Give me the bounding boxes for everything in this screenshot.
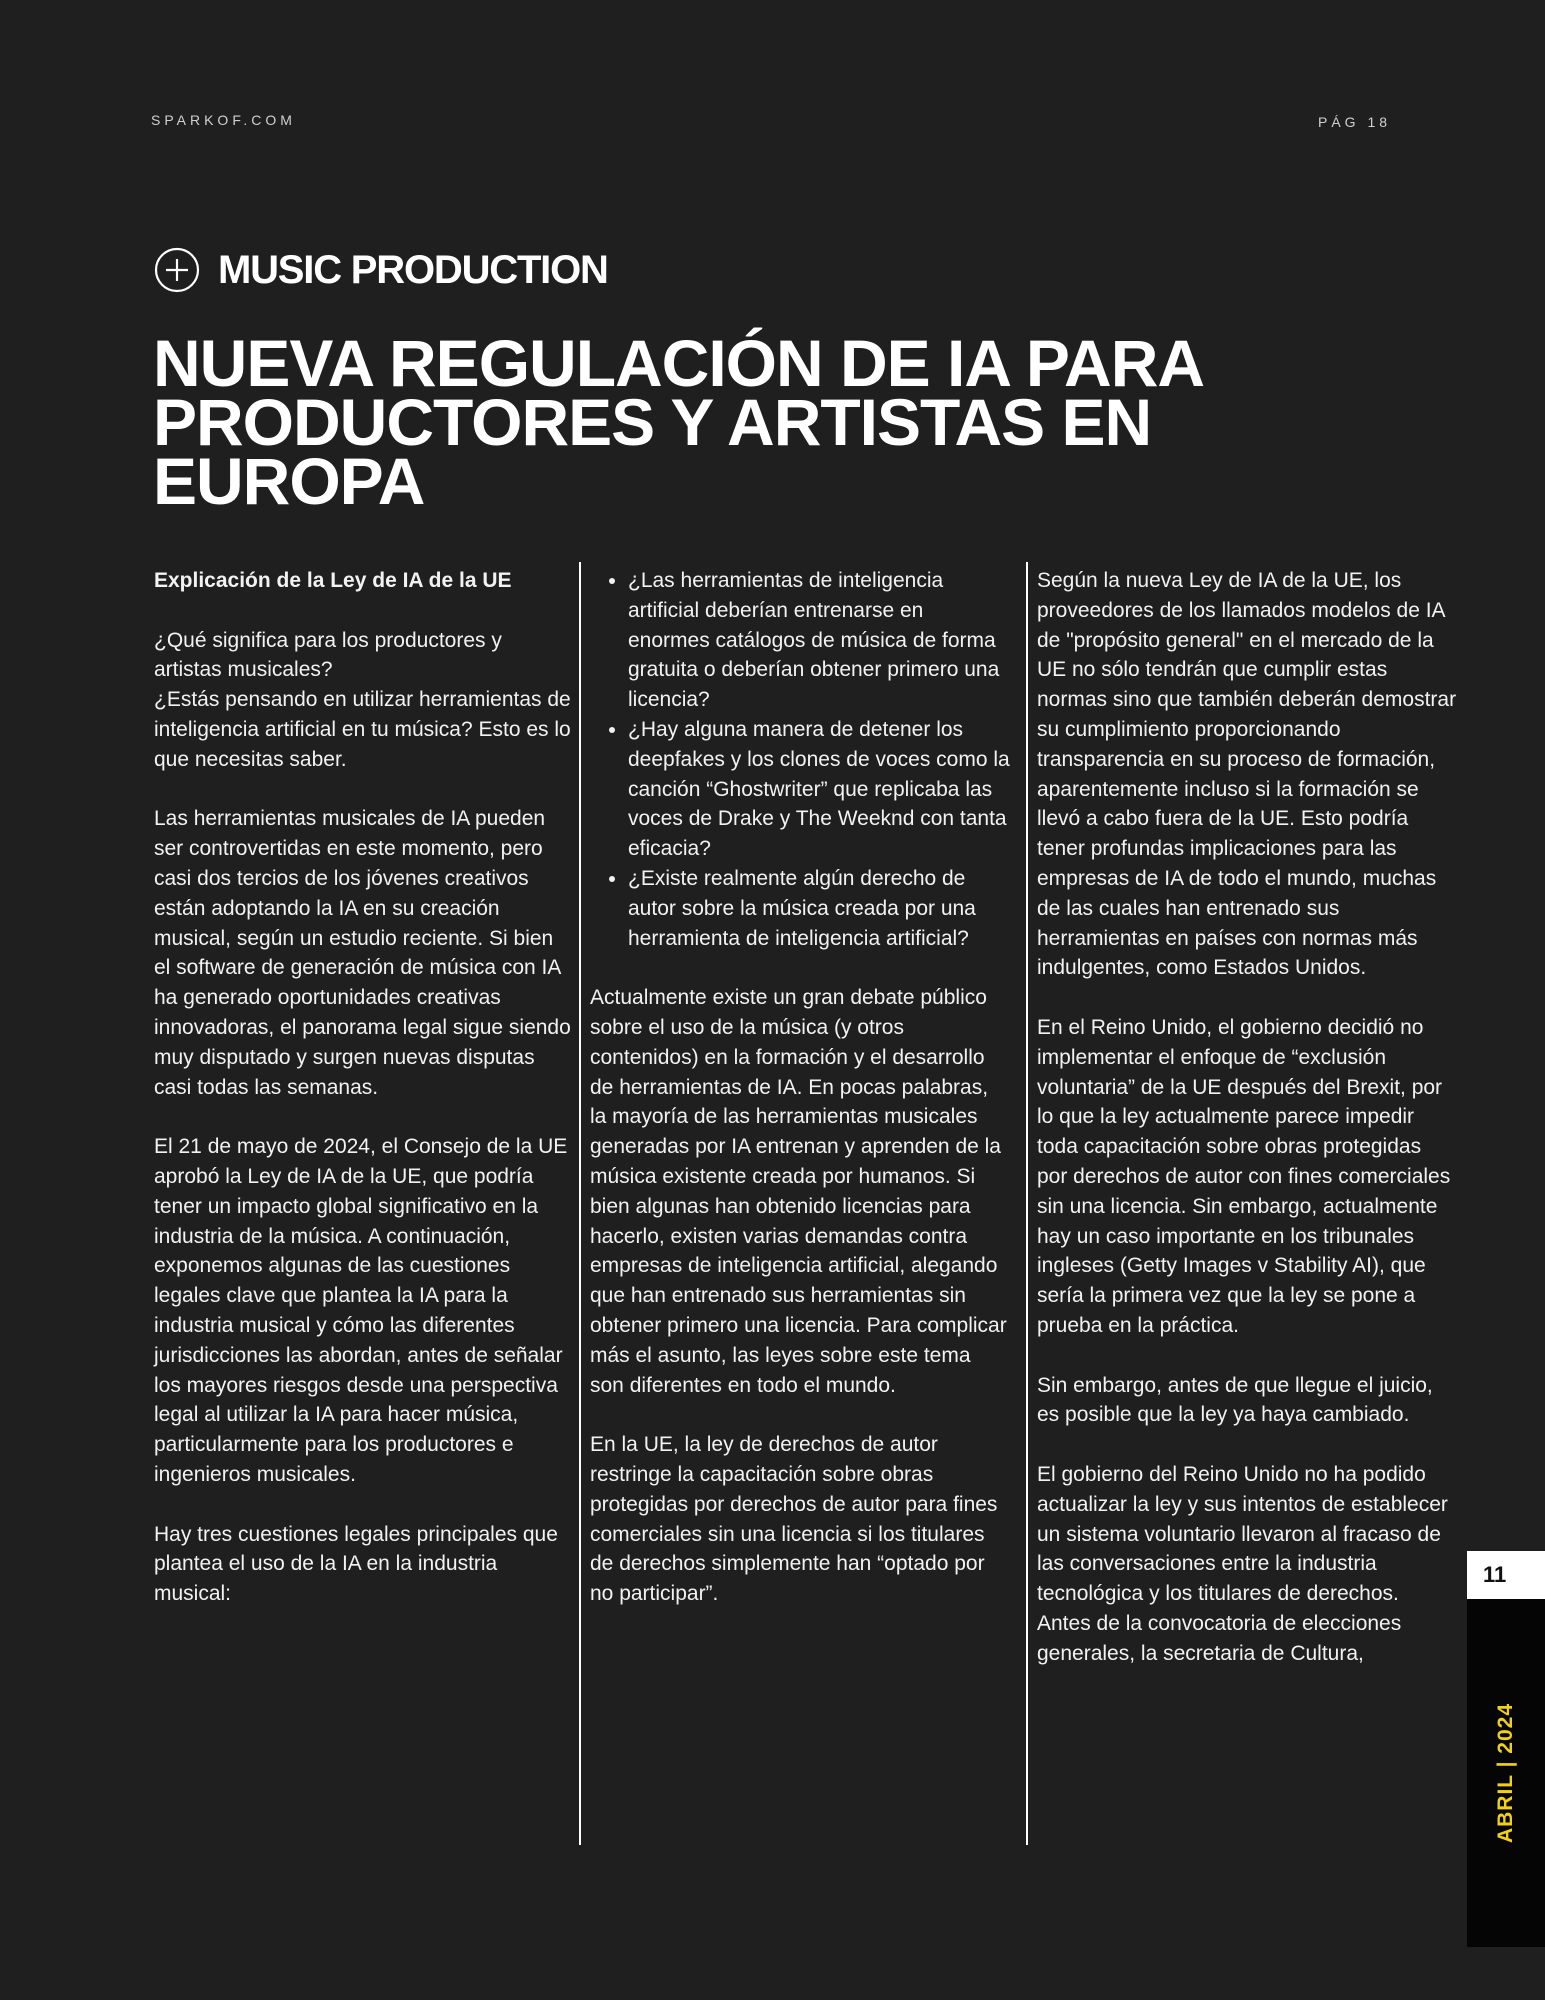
paragraph: Actualmente existe un gran debate público sobre el uso de la música (y otros contenidos) en la formación y el desarrollo de herramientas de IA. En pocas palabras, la mayoría de las herramientas musicales generadas por IA entrenan y aprenden de la música existente creada por humanos. Si bien algunas han obtenido licencias para hacerlo, existen varias demandas contra empresas de inteligencia artificial, alegando que han entrenado sus herramientas sin obtener primero una licencia. Para complicar más el asunto, las leyes sobre este tema son diferentes en todo el mundo. [590,986,1007,1397]
paragraph: Hay tres cuestiones legales principales que plantea el uso de la IA en la industria musical: [154,1522,558,1606]
section-label: MUSIC PRODUCTION [218,247,608,292]
article-column-2 [590,566,1010,1639]
site-name: SPARKOF.COM [151,112,296,128]
paragraph: Las herramientas musicales de IA pueden ser controvertidas en este momento, pero casi dos tercios de los jóvenes creativos están adoptando la IA en su creación musical, según un estudio reciente. Si bien el software de generación de música con IA ha generado oportunidades creativas innovadoras, el panorama legal sigue siendo muy disputado y surgen nuevas disputas casi todas las semanas. [154,807,571,1099]
list-item: • ¿Hay alguna manera de detener los deepfakes y los clones de voces como la canción “Ghostwriter” que replicaba las voces de Drake y The Weeknd con tanta eficacia? [628,715,1010,864]
column-divider [579,562,581,1845]
page-label: PÁG 18 [1318,114,1392,130]
list-item: • ¿Las herramientas de inteligencia artificial deberían entrenarse en enormes catálogos de música de forma gratuita o deberían obtener primero una licencia? [628,566,1010,715]
paragraph: Según la nueva Ley de IA de la UE, los proveedores de los llamados modelos de IA de "propósito general" en el mercado de la UE no sólo tendrán que cumplir estas normas sino que también deberán demostrar su cumplimiento proporcionando transparencia en su proceso de formación, aparentemente incluso si la formación se llevó a cabo fuera de la UE. Esto podría tener profundas implicaciones para las empresas de IA de todo el mundo, muchas de las cuales han entrenado sus herramientas en países con normas más indulgentes, como Estados Unidos. [1037,569,1457,980]
issue-date: ABRIL | 2024 [1494,1702,1517,1844]
paragraph: En el Reino Unido, el gobierno decidió no implementar el enfoque de “exclusión voluntaria” de la UE después del Brexit, por lo que la ley actualmente parece impedir toda capacitación sobre obras protegidas por derechos de autor con fines comerciales sin una licencia. Sin embargo, actualmente hay un caso importante en los tribunales ingleses (Getty Images v Stability AI), que sería la primera vez que la ley se pone a prueba en la práctica. [1037,1015,1451,1337]
legal-questions-list [590,566,1010,953]
article-column-3 [1037,566,1457,1698]
list-item: • ¿Existe realmente algún derecho de autor sobre la música creada por una herramienta de inteligencia artificial? [628,864,1010,953]
paragraph: El gobierno del Reino Unido no ha podido actualizar la ley y sus intentos de establecer un sistema voluntario llevaron al fracaso de las conversaciones entre la industria tecnológica y los titulares de derechos. Antes de la convocatoria de elecciones generales, la secretaria de Cultura, [1037,1462,1448,1665]
column-divider [1026,562,1028,1845]
article-headline: NUEVA REGULACIÓN DE IA PARA PRODUCTORES Y ARTISTAS EN EUROPA [153,326,1202,518]
column-subheading: Explicación de la Ley de IA de la UE [154,569,512,592]
section-header [154,247,608,293]
intro-question: ¿Qué significa para los productores y artistas musicales? [154,628,502,682]
issue-date-bar [1467,1599,1545,1947]
paragraph: Sin embargo, antes de que llegue el juicio, es posible que la ley ya haya cambiado. [1037,1373,1433,1427]
paragraph: El 21 de mayo de 2024, el Consejo de la UE aprobó la Ley de IA de la UE, que podría tener un impacto global significativo en la industria de la música. A continuación, exponemos algunas de las cuestiones legales clave que plantea la IA para la industria musical y cómo las diferentes jurisdicciones las abordan, antes de señalar los mayores riesgos desde una perspectiva legal al utilizar la IA para hacer música, particularmente para los productores e ingenieros musicales. [154,1135,568,1486]
paragraph: En la UE, la ley de derechos de autor restringe la capacitación sobre obras protegidas por derechos de autor para fines comerciales sin una licencia si los titulares de derechos simplemente han “optado por no participar”. [590,1433,998,1606]
article-column-1 [154,566,572,1639]
plus-circle-icon [154,247,200,293]
intro-text: ¿Estás pensando en utilizar herramientas de inteligencia artificial en tu música? Esto es lo que necesitas saber. [154,688,571,771]
paragraph [154,626,572,775]
page-number-tab: 11 [1467,1551,1545,1599]
